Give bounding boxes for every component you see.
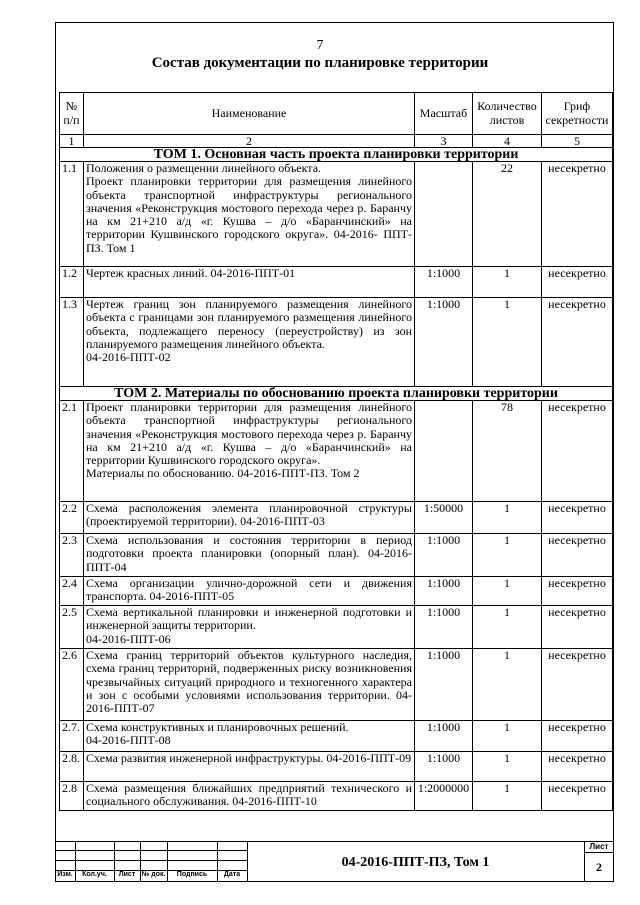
header-sheets: Количество листов	[473, 93, 542, 135]
row-sheets: 1	[473, 782, 542, 811]
document-code: 04-2016-ППТ-ПЗ, Том 1	[341, 855, 490, 870]
row-name-line: Материалы по обоснованию. 04-2016-ППТ-ПЗ. Том 2	[86, 466, 360, 481]
table-row	[60, 534, 613, 577]
stamp-label-doc-number: № док.	[141, 871, 166, 878]
row-name-line: Схема вертикальной планировки и инженерной подготовки и инженерной защиты территории.	[86, 605, 412, 633]
header-num: № п/п	[60, 93, 84, 135]
row-name-line: Схема размещения ближайших предприятий технического и социального обслуживания. 04-2016-ППТ-10	[86, 781, 412, 809]
header-secrecy: Гриф секретности	[542, 93, 613, 135]
row-number: 2.4	[60, 577, 84, 606]
column-number: 4	[473, 135, 542, 148]
table-row	[60, 752, 613, 782]
table-row	[60, 401, 613, 502]
row-sheets: 1	[473, 502, 542, 534]
grid-line	[55, 850, 247, 851]
row-scale	[415, 401, 473, 502]
row-scale: 1:1000	[415, 298, 473, 387]
row-name	[84, 782, 415, 811]
row-number: 1.1	[60, 162, 84, 267]
row-sheets: 1	[473, 298, 542, 387]
row-secrecy: несекретно	[542, 401, 613, 502]
sheet-number: 2	[596, 860, 602, 874]
column-number: 5	[542, 135, 613, 148]
row-number: 2.2	[60, 502, 84, 534]
row-number: 2.8.	[60, 752, 84, 782]
row-number: 2.7.	[60, 721, 84, 752]
page-number: 7	[316, 38, 324, 53]
column-number-row	[60, 135, 613, 148]
table-row	[60, 721, 613, 752]
row-name-line: Схема организации улично-дорожной сети и движения транспорта. 04-2016-ППТ-05	[86, 576, 412, 604]
row-name-line: Чертеж красных линий. 04-2016-ППТ-01	[86, 266, 296, 280]
row-name-line: Схема границ территорий объектов культурного наследия, схема границ территорий, подверженных риску возникновения чрезвычайных ситуаций природного и техногенного характера и зон с особыми условиями использования территории. 04-2016-ППТ-07	[86, 648, 412, 716]
row-sheets: 1	[473, 606, 542, 649]
sheet-label: Лист	[589, 842, 609, 851]
row-number: 1.3	[60, 298, 84, 387]
row-secrecy: несекретно	[542, 606, 613, 649]
row-sheets: 1	[473, 267, 542, 298]
row-secrecy: несекретно	[542, 577, 613, 606]
table-row	[60, 298, 613, 387]
row-name-line: 04-2016-ППТ-02	[86, 350, 171, 365]
column-number: 2	[84, 135, 415, 148]
revision-grid	[55, 841, 247, 882]
row-name	[84, 502, 415, 534]
row-name-line: 04-2016-ППТ-06	[86, 631, 171, 646]
row-scale: 1:1000	[415, 752, 473, 782]
row-name-line: Схема расположения элемента планировочной структуры (проектируемой территории). 04-2016-ППТ-03	[86, 501, 412, 529]
row-name	[84, 606, 415, 649]
sheet-divider	[584, 852, 614, 853]
header-scale: Масштаб	[415, 93, 473, 135]
grid-line	[55, 860, 247, 861]
row-secrecy: несекретно	[542, 502, 613, 534]
row-name	[84, 577, 415, 606]
documentation-table	[59, 92, 613, 811]
stamp-label-change: Изм.	[57, 871, 73, 878]
row-sheets: 1	[473, 752, 542, 782]
row-name-line: Проект планировки территории для размещения линейного объекта транспортной инфраструктуры регионального значения «Реконструкция мостового перехода через р. Баранчу на км 21+210 а/д «г. Кушва – д/о «Баранчинский» на территории Кушвинского городского округа». 04-2016- ППТ-ПЗ. Том 1	[86, 174, 412, 255]
row-number: 2.5	[60, 606, 84, 649]
table-row	[60, 502, 613, 534]
volume-1-heading: ТОМ 1. Основная часть проекта планировки территории	[60, 148, 613, 162]
row-secrecy: несекретно	[542, 649, 613, 721]
row-scale: 1:1000	[415, 577, 473, 606]
row-secrecy: несекретно	[542, 721, 613, 752]
row-scale: 1:1000	[415, 534, 473, 577]
row-scale: 1:1000	[415, 649, 473, 721]
row-sheets: 1	[473, 534, 542, 577]
volume-heading-row	[60, 387, 613, 401]
row-name	[84, 721, 415, 752]
table-row	[60, 649, 613, 721]
row-secrecy: несекретно	[542, 752, 613, 782]
row-sheets: 22	[473, 162, 542, 267]
row-name	[84, 752, 415, 782]
column-number: 1	[60, 135, 84, 148]
row-scale	[415, 162, 473, 267]
row-sheets: 1	[473, 577, 542, 606]
row-number: 2.3	[60, 534, 84, 577]
row-number: 2.6	[60, 649, 84, 721]
table-header-row	[60, 93, 613, 135]
row-name-line: Проект планировки территории для размещения линейного объекта транспортной инфраструктуры регионального значения «Реконструкция мостового перехода через р. Баранчу на км 21+210 а/д «г. Кушва – д/о «Баранчинский» на территории Кушвинского городского округа».	[86, 400, 412, 468]
row-name-line: Схема развития инженерной инфраструктуры. 04-2016-ППТ-09	[86, 751, 412, 765]
row-number: 2.1	[60, 401, 84, 502]
row-scale: 1:1000	[415, 606, 473, 649]
row-secrecy: несекретно	[542, 267, 613, 298]
table-row	[60, 162, 613, 267]
stamp-label-sheet: Лист	[118, 871, 136, 878]
row-secrecy: несекретно	[542, 782, 613, 811]
row-name	[84, 162, 415, 267]
row-scale: 1:1000	[415, 267, 473, 298]
row-name	[84, 298, 415, 387]
row-secrecy: несекретно	[542, 162, 613, 267]
row-scale: 1:1000	[415, 721, 473, 752]
row-number: 1.2	[60, 267, 84, 298]
table-row	[60, 577, 613, 606]
row-sheets: 1	[473, 649, 542, 721]
table-row	[60, 606, 613, 649]
page-title: Состав документации по планировке территории	[151, 55, 489, 71]
row-name-line: Положения о размещении линейного объекта.	[86, 161, 322, 175]
row-scale: 1:2000000	[415, 782, 473, 811]
row-sheets: 1	[473, 721, 542, 752]
row-name-line: Чертеж границ зон планируемого размещения линейного объекта с границами зон планируемого размещения линейного объекта, подлежащего переносу (переустройству) из зон планируемого размещения линейного объекта.	[86, 297, 412, 351]
row-sheets: 78	[473, 401, 542, 502]
row-name-line: 04-2016-ППТ-08	[86, 733, 171, 748]
table-row	[60, 782, 613, 811]
stamp-label-count: Кол.уч.	[82, 871, 107, 878]
row-name	[84, 649, 415, 721]
row-scale: 1:50000	[415, 502, 473, 534]
row-name	[84, 534, 415, 577]
stamp-label-date: Дата	[223, 871, 241, 878]
row-secrecy: несекретно	[542, 298, 613, 387]
row-name	[84, 401, 415, 502]
row-name-line: Схема использования и состояния территории в период подготовки проекта планировки (опорный план). 04-2016-ППТ-04	[86, 533, 412, 574]
header-name: Наименование	[84, 93, 415, 135]
column-number: 3	[415, 135, 473, 148]
row-secrecy: несекретно	[542, 534, 613, 577]
stamp-label-signature: Подпись	[176, 871, 208, 878]
volume-heading-row	[60, 148, 613, 162]
row-number: 2.8	[60, 782, 84, 811]
table-row	[60, 267, 613, 298]
row-name-line: Схема конструктивных и планировочных решений.	[86, 720, 349, 734]
volume-2-heading: ТОМ 2. Материалы по обоснованию проекта планировки территории	[60, 387, 613, 401]
row-name	[84, 267, 415, 298]
title-block	[55, 841, 614, 882]
